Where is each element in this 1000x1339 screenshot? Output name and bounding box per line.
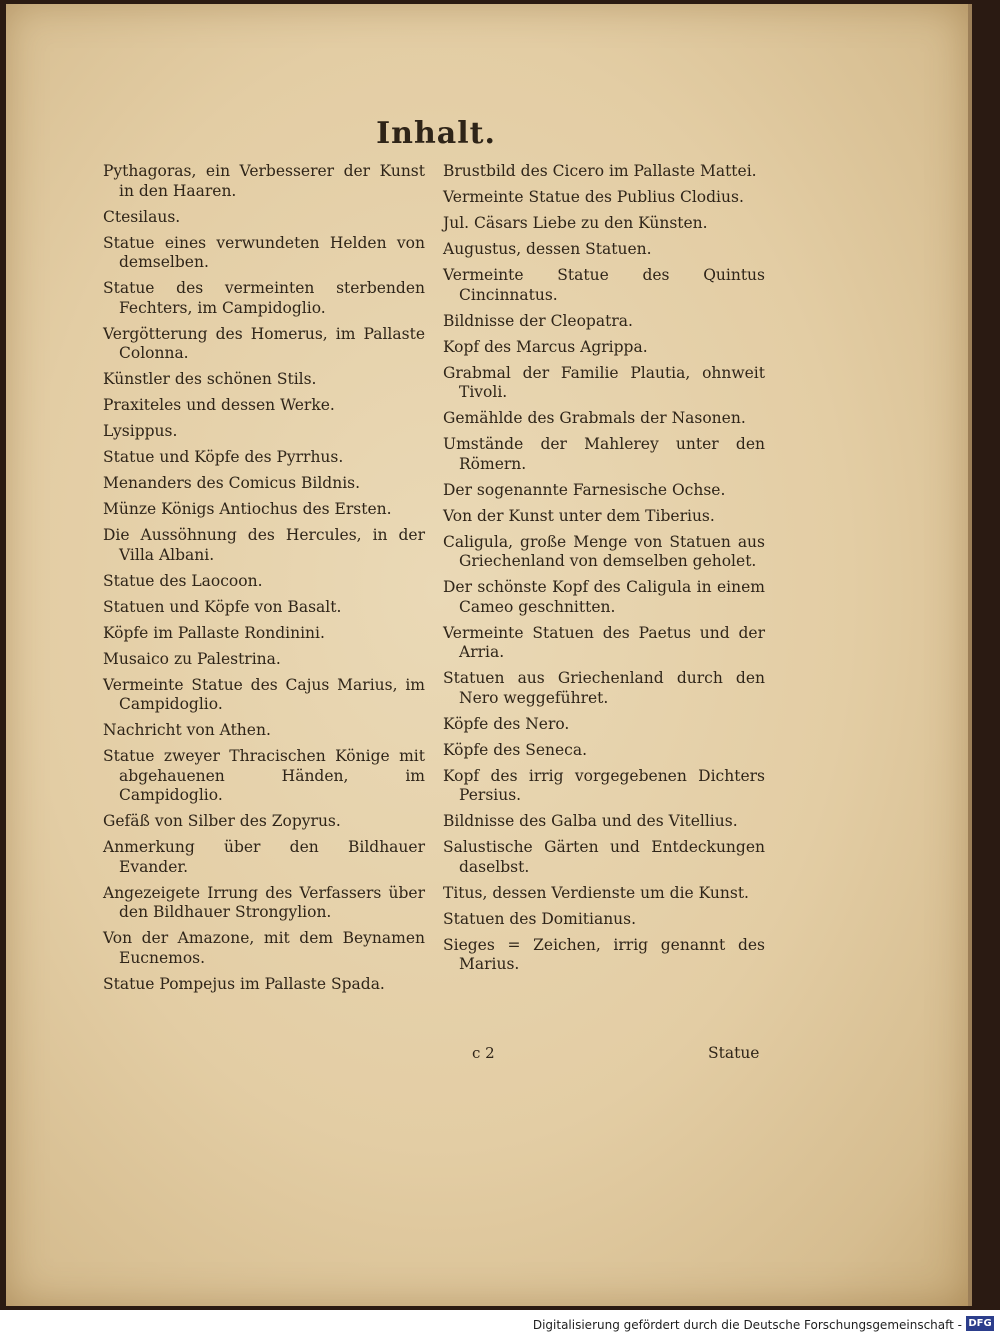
toc-left-column — [103, 162, 425, 1001]
toc-entry: Statue und Köpfe des Pyrrhus. — [103, 448, 344, 466]
toc-entry: Von der Kunst unter dem Tiberius. — [443, 506, 715, 525]
toc-entry: Bildnisse der Cleopatra. — [443, 311, 633, 330]
toc-entry: Von der Amazone, mit dem Beynamen Eucnemos. — [103, 929, 425, 967]
toc-entry: Statue Pompejus im Pallaste Spada. — [103, 974, 385, 993]
page-heading: Inhalt. — [376, 116, 496, 151]
toc-entry: Köpfe im Pallaste Rondinini. — [103, 623, 325, 642]
toc-entry: Lysippus. — [103, 422, 178, 440]
toc-entry: Titus, dessen Verdienste um die Kunst. — [443, 883, 749, 902]
toc-entry: Caligula, große Menge von Statuen aus Griechenland von demselben geholet. — [443, 532, 765, 570]
toc-entry: Vergötterung des Homerus, im Pallaste Colonna. — [103, 324, 425, 362]
toc-entry: Grabmal der Familie Plautia, ohnweit Tivoli. — [443, 363, 765, 401]
toc-entry: Sieges = Zeichen, irrig genannt des Marius. — [443, 935, 765, 973]
book-page — [6, 4, 968, 1306]
signature-mark: c 2 — [472, 1044, 495, 1062]
toc-entry: Vermeinte Statue des Quintus Cincinnatus. — [443, 266, 765, 304]
toc-entry: Der schönste Kopf des Caligula in einem Cameo geschnitten. — [443, 578, 765, 616]
page-edge — [968, 4, 972, 1306]
toc-entry: Anmerkung über den Bildhauer Evander. — [103, 838, 425, 876]
toc-entry: Brustbild des Cicero im Pallaste Mattei. — [443, 162, 757, 180]
toc-entry: Künstler des schönen Stils. — [103, 370, 317, 388]
toc-entry: Bildnisse des Galba und des Vitellius. — [443, 812, 738, 830]
toc-entry: Menanders des Comicus Bildnis. — [103, 474, 361, 492]
toc-entry: Der sogenannte Farnesische Ochse. — [443, 480, 726, 499]
footer-credit: Digitalisierung gefördert durch die Deutsche Forschungsgemeinschaft - — [532, 1318, 962, 1332]
toc-entry: Statue zweyer Thracischen Könige mit abgehauenen Händen, im Campidoglio. — [103, 747, 425, 804]
toc-entry: Jul. Cäsars Liebe zu den Künsten. — [443, 214, 708, 232]
toc-entry: Köpfe des Seneca. — [443, 740, 588, 759]
toc-entry: Gemählde des Grabmals der Nasonen. — [443, 409, 746, 427]
toc-entry: Gefäß von Silber des Zopyrus. — [103, 812, 341, 830]
toc-entry: Die Aussöhnung des Hercules, in der Villa Albani. — [103, 526, 425, 564]
toc-entry: Nachricht von Athen. — [103, 721, 271, 739]
toc-entry: Salustische Gärten und Entdeckungen daselbst. — [443, 838, 765, 876]
toc-right-column — [443, 162, 765, 981]
catchword: Statue — [708, 1044, 760, 1062]
toc-entry: Vermeinte Statue des Cajus Marius, im Campidoglio. — [103, 675, 425, 713]
toc-entry: Statuen und Köpfe von Basalt. — [103, 597, 342, 616]
toc-entry: Münze Königs Antiochus des Ersten. — [103, 500, 392, 518]
toc-entry: Praxiteles und dessen Werke. — [103, 396, 335, 414]
toc-entry: Vermeinte Statue des Publius Clodius. — [443, 188, 744, 206]
toc-entry: Musaico zu Palestrina. — [103, 649, 281, 668]
toc-entry: Umstände der Mahlerey unter den Römern. — [443, 435, 765, 473]
toc-entry: Statue des vermeinten sterbenden Fechters, im Campidoglio. — [103, 279, 425, 317]
dfg-logo: DFG — [966, 1316, 994, 1331]
toc-entry: Ctesilaus. — [103, 207, 181, 226]
toc-entry: Kopf des irrig vorgegebenen Dichters Persius. — [443, 766, 765, 804]
toc-entry: Angezeigete Irrung des Verfassers über den Bildhauer Strongylion. — [103, 883, 425, 921]
toc-entry: Pythagoras, ein Verbesserer der Kunst in den Haaren. — [103, 162, 425, 200]
toc-entry: Statuen des Domitianus. — [443, 909, 637, 928]
toc-entry: Statue eines verwundeten Helden von demselben. — [103, 233, 425, 271]
toc-entry: Augustus, dessen Statuen. — [443, 240, 652, 258]
toc-entry: Statuen aus Griechenland durch den Nero weggeführet. — [443, 669, 765, 707]
toc-entry: Köpfe des Nero. — [443, 714, 570, 733]
toc-entry: Statue des Laocoon. — [103, 571, 263, 590]
toc-entry: Vermeinte Statuen des Paetus und der Arria. — [443, 623, 765, 661]
toc-entry: Kopf des Marcus Agrippa. — [443, 337, 648, 356]
